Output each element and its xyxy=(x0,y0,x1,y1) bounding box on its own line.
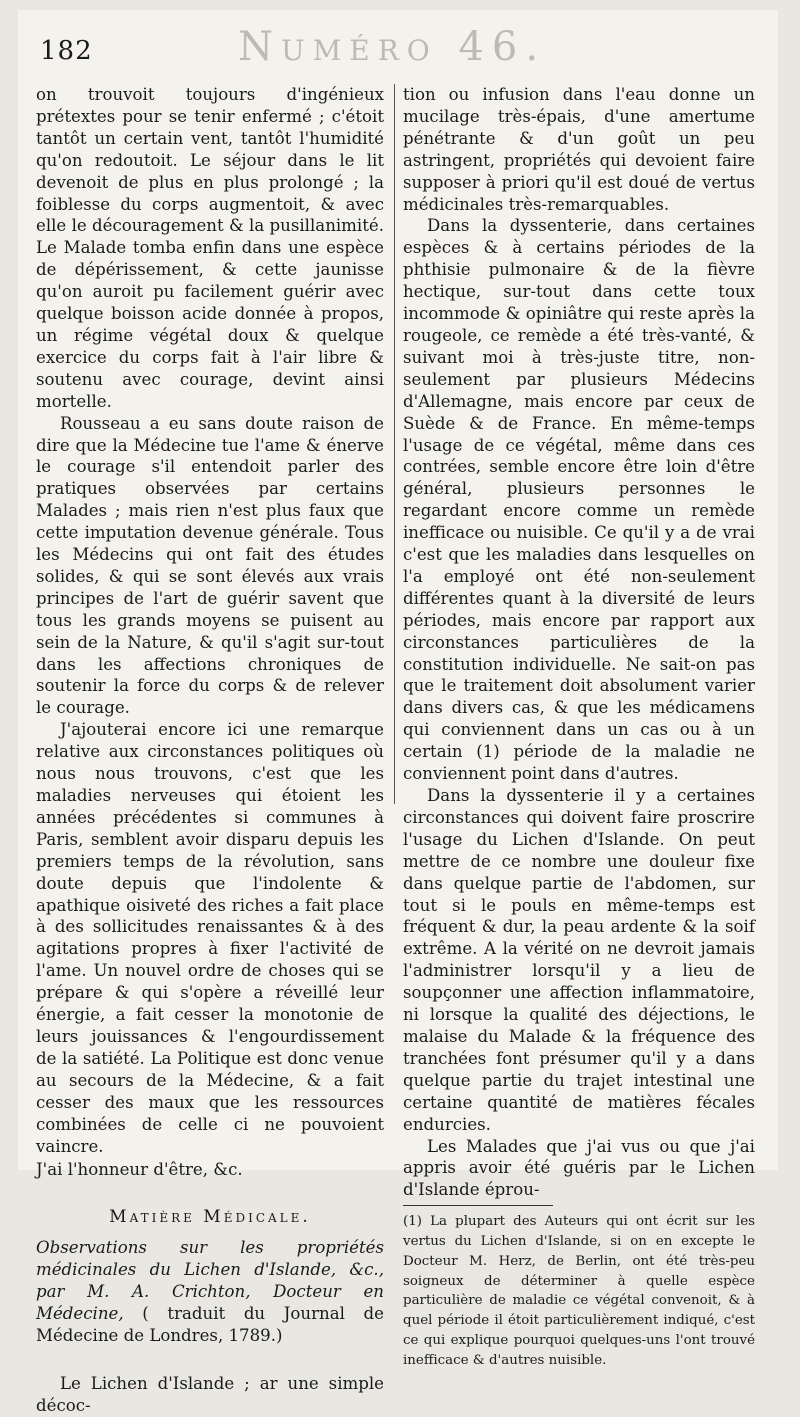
article-title-source: ( traduit du Journal de Médecine de Londres, 1789.) xyxy=(36,1303,384,1345)
page-number: 182 xyxy=(40,36,93,66)
footnote: (1) La plupart des Auteurs qui ont écrit sur les vertus du Lichen d'Islande, si on en excepte le Docteur M. Herz, de Berlin, ont été très-peu soigneux de déterminer à quelle espèce particulière de maladie ce végétal convenoit, & à quel période il étoit particulièrement indiqué, c'est ce qui explique pourquoi quelques-uns l'ont trouvé inefficace & d'autres nuisible. xyxy=(403,1214,755,1368)
right-paragraph-3: Dans la dyssenterie il y a certaines circonstances qui doivent faire proscrire l'usage du Lichen d'Islande. On peut mettre de ce nombre une douleur fixe dans quelque partie de l'abdomen, sur tout si le pouls en même-temps est fréquent & dur, la peau ardente & la soif extrême. A la vérité on ne devroit jamais l'administrer lorsqu'il y a lieu de soupçonner une affection inflammatoire, ni lorsque la qualité des déjections, le malaise du Malade & la fréquence des tranchées font présumer qu'il y a dans quelque partie du trajet intestinal une certaine quantité de matières fécales endurcies. xyxy=(403,786,755,1134)
column-divider xyxy=(394,84,395,804)
left-column xyxy=(36,84,384,1417)
left-paragraph-3: J'ajouterai encore ici une remarque relative aux circonstances politiques où nous nous trouvons, c'est que les maladies nerveuses qui étoient les années précédentes si communes à Paris, semblent avoir disparu depuis les premiers temps de la révolution, sans doute depuis que l'indolente & apathique oisiveté des riches a fait place à des sollicitudes renaissantes & à des agitations propres à fixer l'activité de l'ame. Un nouvel ordre de choses qui se prépare & qui s'opère a réveillé leur énergie, a fait cesser la monotonie de leurs jouissances & l'engourdissement de la satiété. La Politique est donc venue au secours de la Médecine, & a fait cesser des maux que les ressources combinées de celle ci ne pouvoient vaincre. xyxy=(36,720,384,1156)
section-title: Matière Médicale. xyxy=(109,1207,311,1228)
left-paragraph-4: Le Lichen d'Islande ; ar une simple décoc- xyxy=(36,1373,384,1415)
running-header: Numéro 46. xyxy=(238,24,547,70)
right-column xyxy=(403,84,755,1371)
right-paragraph-2: Dans la dyssenterie, dans certaines espèces & à certains périodes de la phthisie pulmonaire & de la fièvre hectique, sur-tout dans cette toux incommode & opiniâtre qui reste après la rougeole, ce remède a été très-vanté, & suivant moi à très-juste titre, non-seulement par plusieurs Médecins d'Allemagne, mais encore par ceux de Suède & de France. En même-temps l'usage de ce végétal, même dans ces contrées, semble encore être loin d'être général, plusieurs personnes le regardant encore comme un remède inefficace ou nuisible. Ce qu'il y a de vrai c'est que les maladies dans lesquelles on l'a employé ont été non-seulement différentes quant à la diversité de leurs périodes, mais encore par rapport aux circonstances particulières de la constitution individuelle. Ne sait-on pas que le traitement doit absolument varier dans divers cas, & que les médicamens qui conviennent dans un cas ou à un certain (1) période de la maladie ne conviennent point dans d'autres. xyxy=(403,216,755,784)
left-paragraph-2: Rousseau a eu sans doute raison de dire que la Médecine tue l'ame & énerve le courage s'il entendoit parler des pratiques observées par certains Malades ; mais rien n'est plus faux que cette imputation devenue générale. Tous les Médecins qui ont fait des études solides, & qui se sont élevés aux vrais principes de l'art de guérir savent que tous les grands moyens se puisent au sein de la Nature, & qu'il s'agit sur-tout dans les affections chroniques de soutenir la force du corps & de relever le courage. xyxy=(36,413,384,718)
footnote-rule xyxy=(403,1205,553,1206)
document-page xyxy=(18,10,778,1415)
closing-salutation: J'ai l'honneur d'être, &c. xyxy=(36,1160,243,1180)
article-title-italic: Observations sur les propriétés médicinales du Lichen d'Islande, &c., par M. A. Crichton, Docteur en Médecine, xyxy=(36,1238,384,1323)
article-title xyxy=(36,1237,384,1347)
right-paragraph-1: tion ou infusion dans l'eau donne un mucilage très-épais, d'une amertume pénétrante & d'un goût un peu astringent, propriétés qui devoient faire supposer à priori qu'il est doué de vertus médicinales très-remarquables. xyxy=(403,85,755,214)
left-paragraph-1: on trouvoit toujours d'ingénieux prétextes pour se tenir enfermé ; c'étoit tantôt un certain vent, tantôt l'humidité qu'on redoutoit. Le séjour dans le lit devenoit de plus en plus prolongé ; la foiblesse du corps augmentoit, & avec elle le découragement & la pusillanimité. Le Malade tomba enfin dans une espèce de dépérissement, & cette jaunisse qu'on auroit pu facilement guérir avec quelque boisson acide donnée à propos, un régime végétal doux & quelque exercice du corps fait à l'air libre & soutenu avec courage, devint ainsi mortelle. xyxy=(36,85,384,411)
right-paragraph-4: Les Malades que j'ai vus ou que j'ai appris avoir été guéris par le Lichen d'Islande éprou- xyxy=(403,1136,755,1200)
